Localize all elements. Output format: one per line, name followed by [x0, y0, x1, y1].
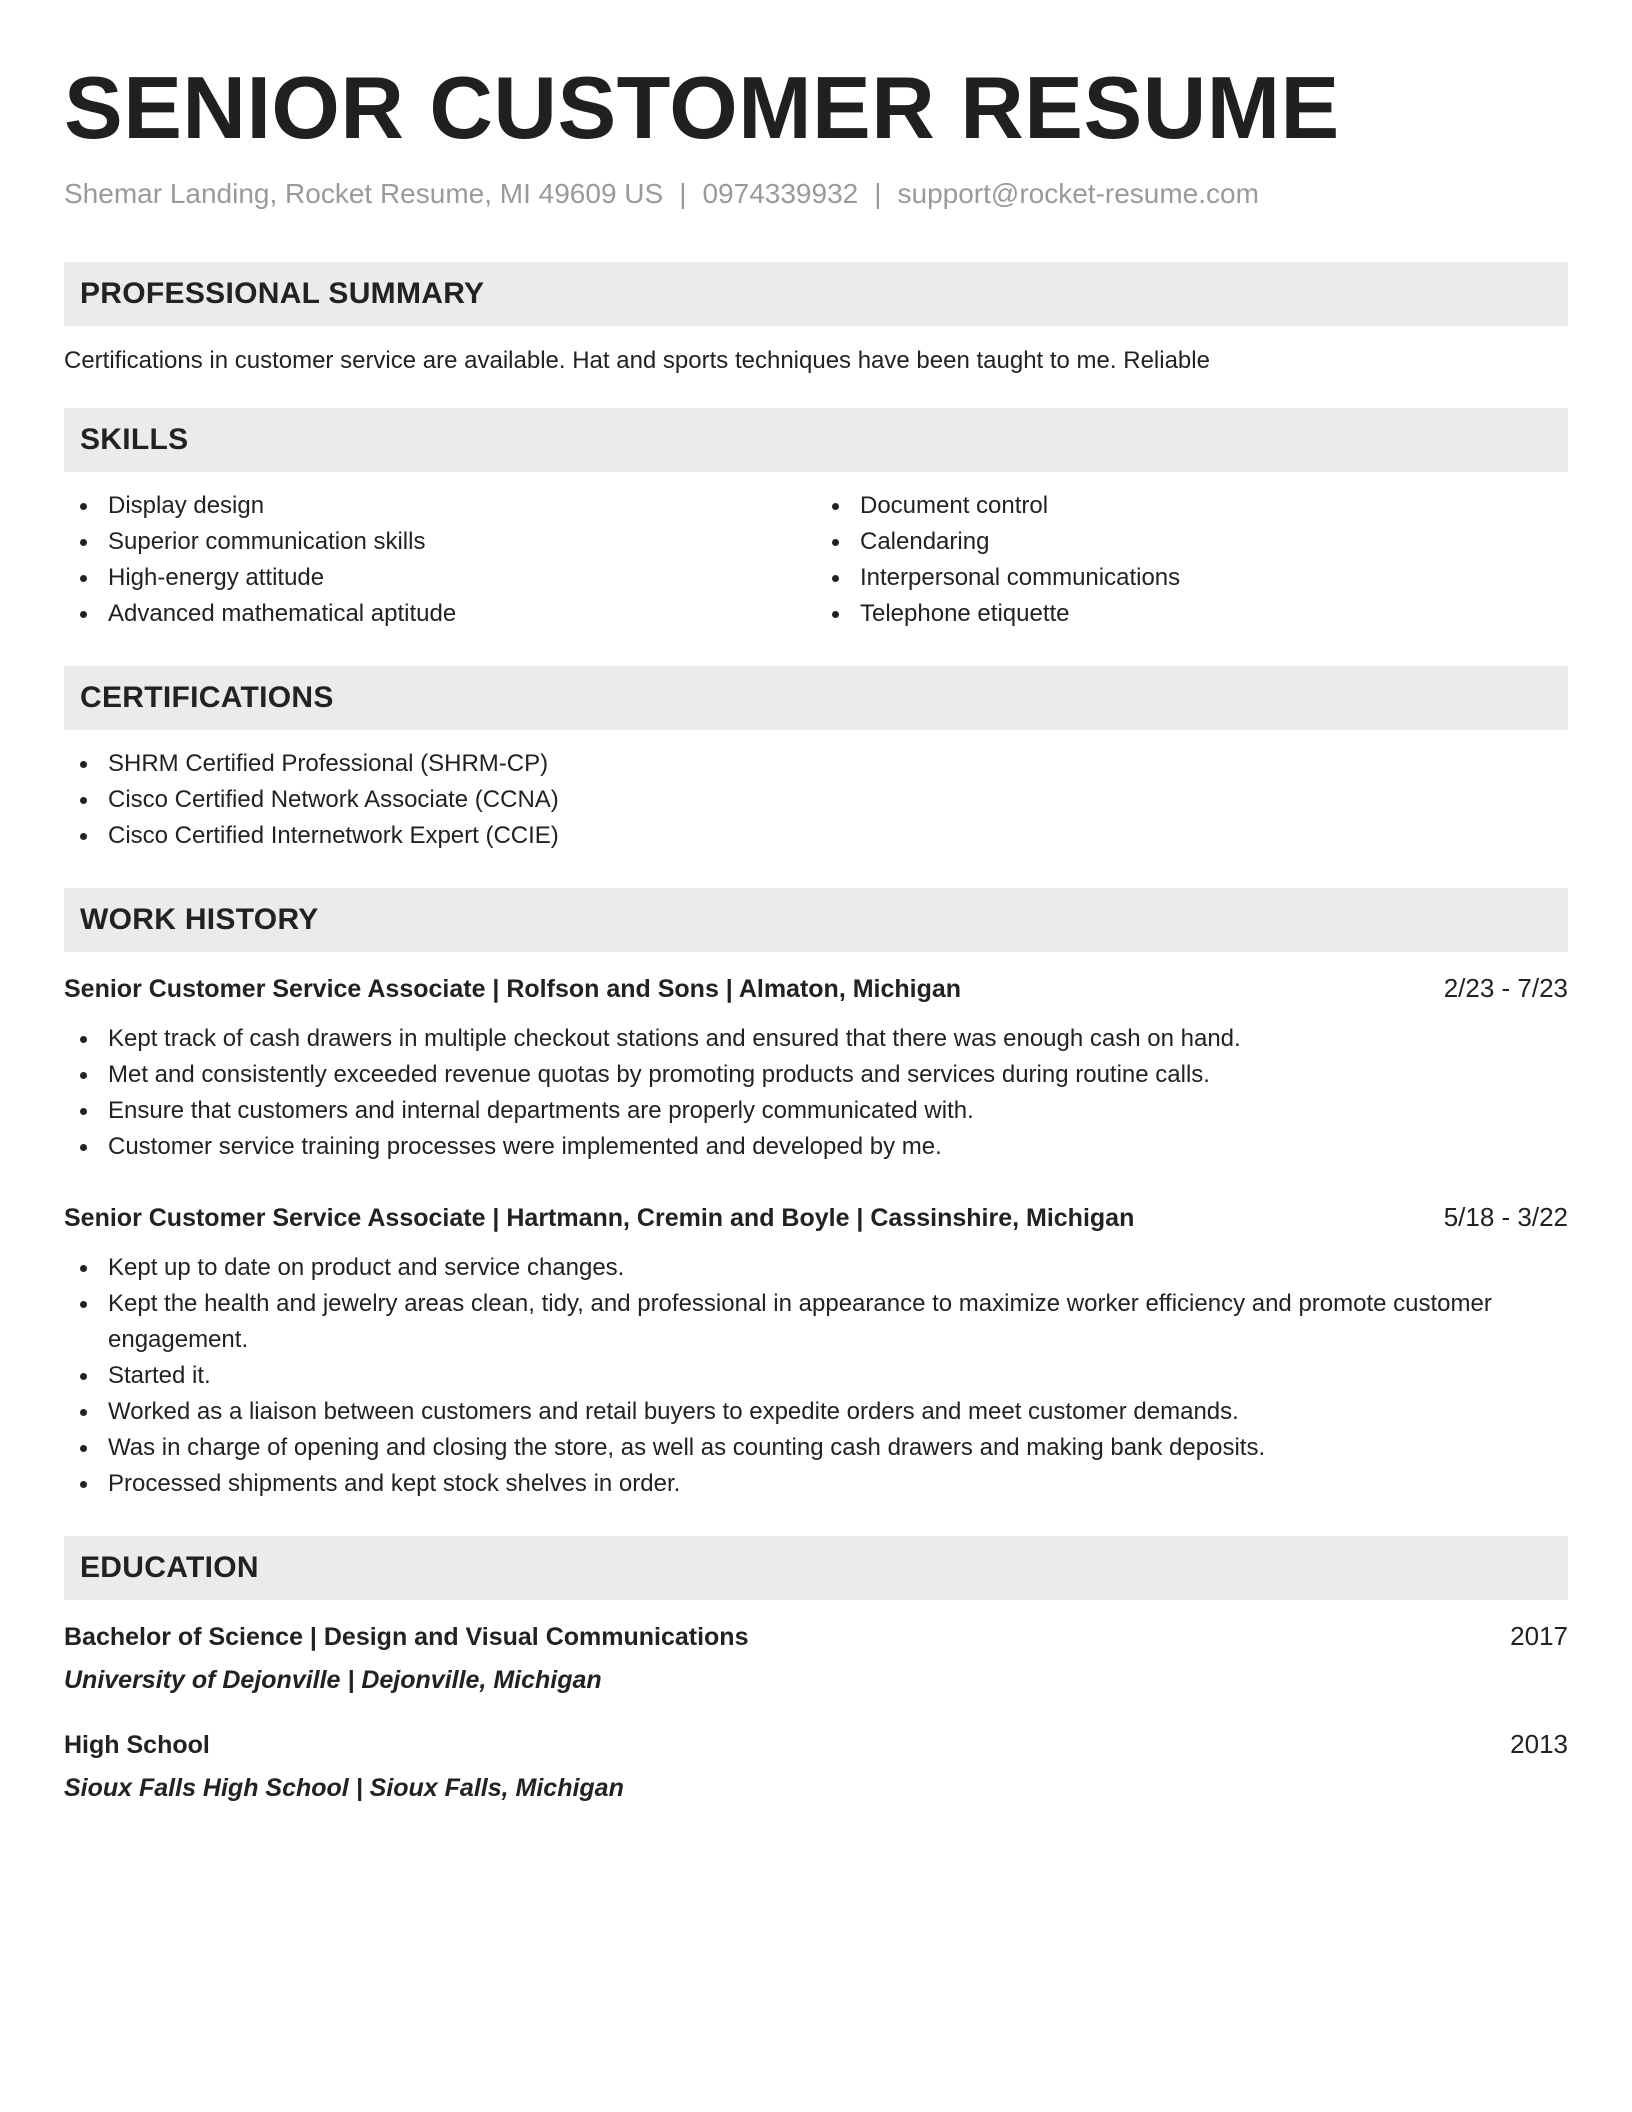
contact-address: Shemar Landing, Rocket Resume, MI 49609 US	[64, 178, 664, 209]
education-school: University of Dejonville | Dejonville, Michigan	[64, 1665, 602, 1694]
job-dates: 2/23 - 7/23	[1443, 972, 1568, 1003]
contact-line	[64, 176, 1568, 212]
skills-list-left	[64, 488, 816, 632]
job-title: Senior Customer Service Associate | Hartmann, Cremin and Boyle | Cassinshire, Michigan	[64, 1203, 1135, 1232]
job-header	[64, 1199, 1568, 1236]
education-entry	[64, 1726, 1568, 1806]
skill-item: Interpersonal communications	[816, 560, 1568, 596]
education-heading: EDUCATION	[64, 1536, 1568, 1600]
education-header	[64, 1726, 1568, 1763]
job-header	[64, 970, 1568, 1007]
skill-item: Superior communication skills	[64, 524, 816, 560]
job-bullets	[64, 1250, 1568, 1502]
education-school: Sioux Falls High School | Sioux Falls, Michigan	[64, 1773, 624, 1802]
education-entry	[64, 1618, 1568, 1698]
skills-heading: SKILLS	[64, 408, 1568, 472]
skill-item: High-energy attitude	[64, 560, 816, 596]
education-degree: Bachelor of Science | Design and Visual Communications	[64, 1622, 749, 1651]
job-title: Senior Customer Service Associate | Rolfson and Sons | Almaton, Michigan	[64, 974, 962, 1003]
skill-item: Advanced mathematical aptitude	[64, 596, 816, 632]
education-header	[64, 1618, 1568, 1655]
certification-item: Cisco Certified Network Associate (CCNA)	[64, 782, 1568, 818]
certifications-list	[64, 746, 1568, 854]
job-entry	[64, 1199, 1568, 1502]
education-degree: High School	[64, 1730, 210, 1759]
work-history-heading: WORK HISTORY	[64, 888, 1568, 952]
job-bullet: Met and consistently exceeded revenue quotas by promoting products and services during routine calls.	[64, 1057, 1568, 1093]
work-history-section	[64, 888, 1568, 1502]
certifications-section	[64, 666, 1568, 854]
skill-item: Document control	[816, 488, 1568, 524]
contact-phone: 0974339932	[702, 178, 859, 209]
skills-grid	[64, 472, 1568, 632]
job-bullet: Customer service training processes were implemented and developed by me.	[64, 1129, 1568, 1165]
skill-item: Telephone etiquette	[816, 596, 1568, 632]
education-year: 2017	[1510, 1620, 1568, 1651]
contact-email[interactable]: support@rocket-resume.com	[897, 178, 1259, 209]
certification-item: SHRM Certified Professional (SHRM-CP)	[64, 746, 1568, 782]
summary-section	[64, 262, 1568, 378]
contact-separator: |	[679, 178, 687, 209]
job-bullet: Processed shipments and kept stock shelves in order.	[64, 1466, 1568, 1502]
job-bullet: Ensure that customers and internal departments are properly communicated with.	[64, 1093, 1568, 1129]
job-bullet: Started it.	[64, 1358, 1568, 1394]
job-bullet: Kept the health and jewelry areas clean, tidy, and professional in appearance to maximize worker efficiency and promote customer engagement.	[64, 1286, 1568, 1358]
education-year: 2013	[1510, 1728, 1568, 1759]
job-bullet: Worked as a liaison between customers and retail buyers to expedite orders and meet customer demands.	[64, 1394, 1568, 1430]
job-bullet: Kept up to date on product and service changes.	[64, 1250, 1568, 1286]
education-section	[64, 1536, 1568, 1806]
summary-text: Certifications in customer service are available. Hat and sports techniques have been taught to me. Reliable	[64, 347, 1210, 375]
job-bullet: Was in charge of opening and closing the store, as well as counting cash drawers and making bank deposits.	[64, 1430, 1568, 1466]
job-entry	[64, 970, 1568, 1165]
resume-title: SENIOR CUSTOMER RESUME	[64, 58, 1340, 157]
summary-heading: PROFESSIONAL SUMMARY	[64, 262, 1568, 326]
contact-separator: |	[874, 178, 882, 209]
skills-list-right	[816, 488, 1568, 632]
job-bullets	[64, 1021, 1568, 1165]
job-dates: 5/18 - 3/22	[1443, 1201, 1568, 1232]
certifications-heading: CERTIFICATIONS	[64, 666, 1568, 730]
skills-section	[64, 408, 1568, 632]
skill-item: Display design	[64, 488, 816, 524]
certification-item: Cisco Certified Internetwork Expert (CCIE)	[64, 818, 1568, 854]
skill-item: Calendaring	[816, 524, 1568, 560]
job-bullet: Kept track of cash drawers in multiple checkout stations and ensured that there was enough cash on hand.	[64, 1021, 1568, 1057]
